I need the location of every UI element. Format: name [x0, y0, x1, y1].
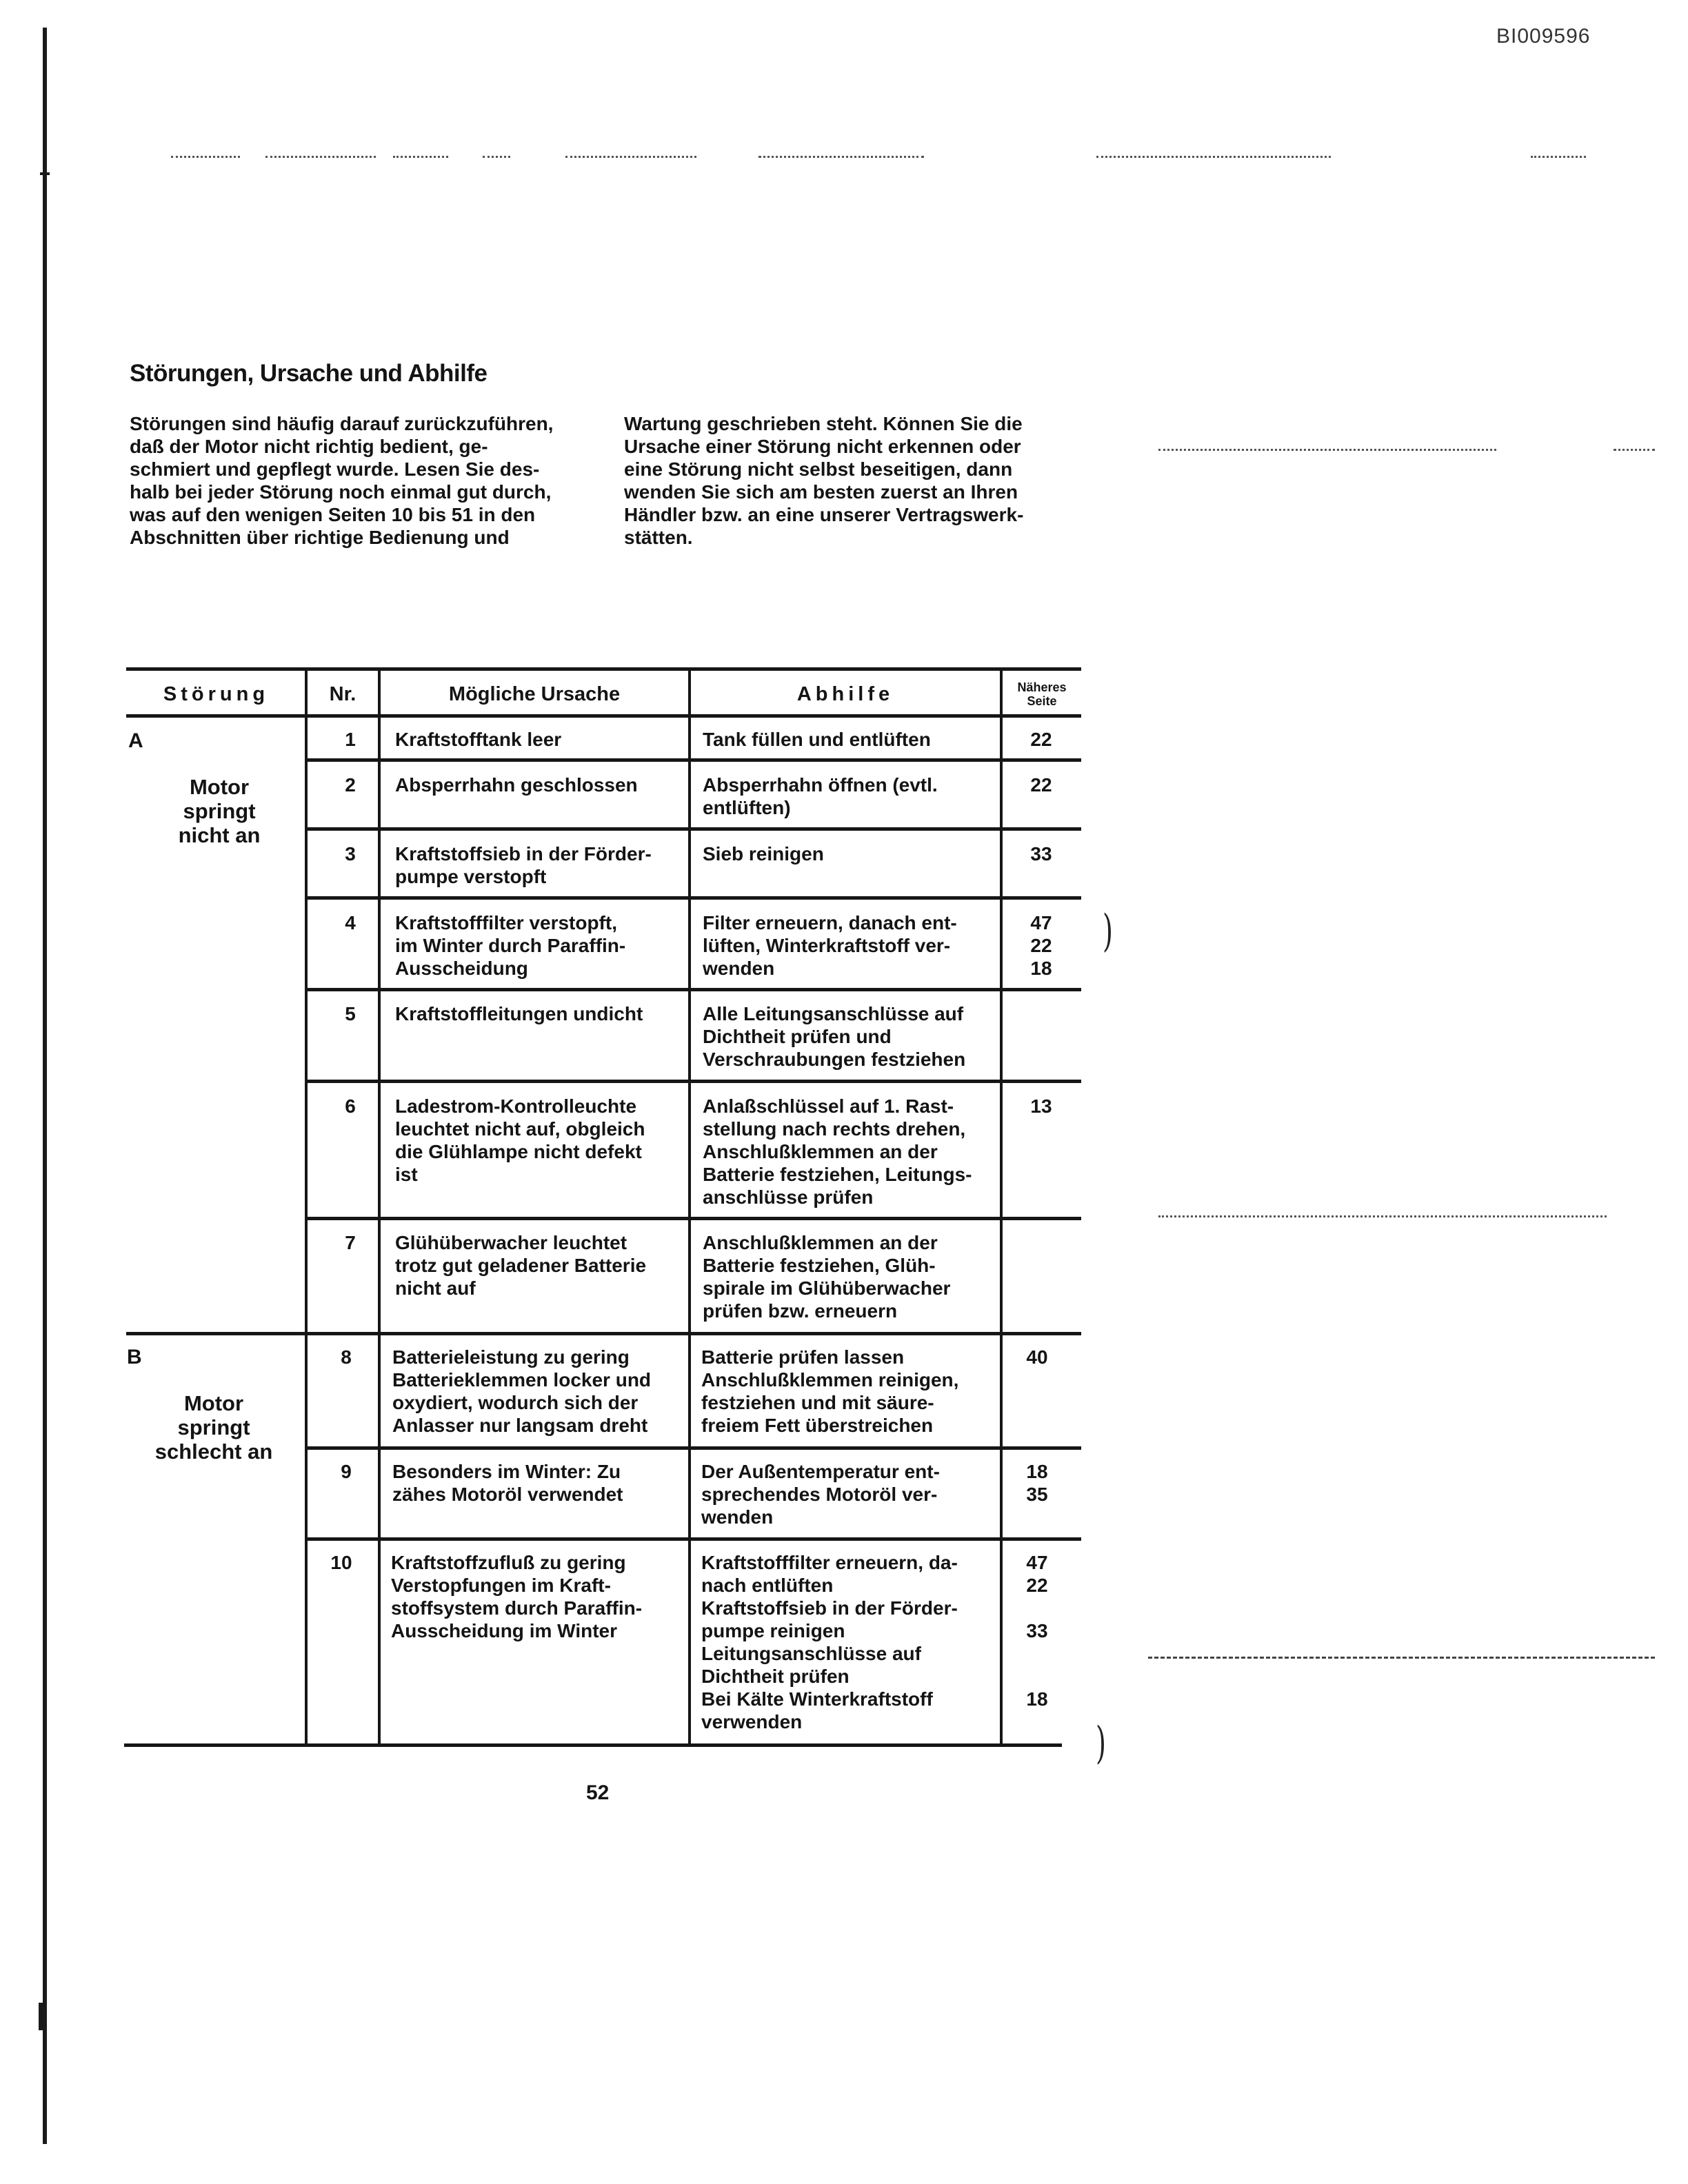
group-letter-b: B: [127, 1346, 142, 1368]
row-9-seite: 18 35: [1026, 1461, 1048, 1505]
row-rule: [306, 1080, 1081, 1083]
scan-noise: [1158, 449, 1496, 451]
row-rule: [306, 758, 1081, 762]
row-2-abhilfe: Absperrhahn öffnen (evtl. entlüften): [703, 774, 938, 818]
table-top-rule: [126, 667, 1081, 671]
row-2-ursache: Absperrhahn geschlossen: [395, 774, 638, 796]
scan-margin-tick: [39, 2003, 43, 2030]
row-3-nr: 3: [345, 843, 356, 865]
scan-noise: [1158, 1215, 1607, 1217]
scan-margin-line: [43, 28, 47, 2144]
row-2-seite: 22: [1030, 774, 1052, 796]
scan-margin-tick: [40, 172, 50, 175]
header-abhilfe: Abhilfe: [796, 682, 894, 705]
scan-noise: [171, 156, 240, 158]
row-3-ursache: Kraftstoffsieb in der Förder- pumpe verstopft: [395, 843, 652, 887]
row-7-abhilfe: Anschlußklemmen an der Batterie festziehen, Glüh- spirale im Glühüberwacher prüfen bzw. erneuern: [703, 1232, 951, 1322]
row-rule: [306, 896, 1081, 900]
row-rule: [306, 1446, 1081, 1450]
row-6-ursache: Ladestrom-Kontrolleuchte leuchtet nicht auf, obgleich die Glühlampe nicht defekt ist: [395, 1095, 645, 1185]
closing-bracket-mark: ): [1102, 906, 1113, 957]
row-9-abhilfe: Der Außentemperatur ent- sprechendes Motoröl ver- wenden: [701, 1461, 940, 1528]
row-6-abhilfe: Anlaßschlüssel auf 1. Rast- stellung nach rechts drehen, Anschlußklemmen an der Batterie festziehen, Leitungs- anschlüsse prüfen: [703, 1095, 972, 1208]
scan-noise: [265, 156, 376, 158]
row-10-abhilfe: Kraftstofffilter erneuern, da- nach entlüften Kraftstoffsieb in der Förder- pumpe reinigen Leitungsanschlüsse auf Dichtheit prüfen Bei Kälte Winterkraftstoff verwenden: [701, 1552, 958, 1732]
row-rule: [306, 827, 1081, 831]
header-ursache: Mögliche Ursache: [448, 682, 621, 705]
row-7-ursache: Glühüberwacher leuchtet trotz gut geladener Batterie nicht auf: [395, 1232, 647, 1299]
table-header-rule: [126, 714, 1081, 718]
row-7-nr: 7: [345, 1232, 356, 1253]
header-stoerung: Störung: [163, 682, 270, 705]
group-label-b: Motor springt schlecht an: [154, 1391, 273, 1464]
row-5-nr: 5: [345, 1003, 356, 1024]
section-title: Störungen, Ursache und Abhilfe: [130, 360, 488, 387]
document-id: BI009596: [1496, 25, 1591, 48]
group-rule: [126, 1332, 1081, 1335]
row-8-seite: 40: [1026, 1346, 1048, 1368]
group-label-a: Motor springt nicht an: [178, 775, 261, 847]
header-nr: Nr.: [329, 682, 356, 705]
table-bottom-rule: [124, 1743, 1062, 1747]
row-10-nr: 10: [330, 1552, 352, 1573]
row-10-ursache: Kraftstoffzufluß zu gering Verstopfungen im Kraft- stoffsystem durch Paraffin- Ausscheidung im Winter: [391, 1552, 643, 1641]
row-5-abhilfe: Alle Leitungsanschlüsse auf Dichtheit prüfen und Verschraubungen festziehen: [703, 1003, 966, 1070]
row-5-ursache: Kraftstoffleitungen undicht: [395, 1003, 643, 1024]
row-9-ursache: Besonders im Winter: Zu zähes Motoröl verwendet: [392, 1461, 623, 1505]
scan-noise: [1531, 156, 1586, 158]
intro-paragraph-left: Störungen sind häufig darauf zurückzuführen, daß der Motor nicht richtig bedient, ge- schmiert und gepflegt wurde. Lesen Sie des- halb bei jeder Störung noch einmal gut durch, was auf den wenigen Seiten 10 bis 51 in den Abschnitten über richtige Bedienung und: [130, 413, 554, 548]
row-9-nr: 9: [341, 1461, 352, 1482]
header-seite-line2: Seite: [1027, 694, 1057, 708]
scan-noise: [758, 156, 924, 158]
row-8-ursache: Batterieleistung zu gering Batterieklemmen locker und oxydiert, wodurch sich der Anlasser nur langsam dreht: [392, 1346, 652, 1436]
intro-paragraph-right: Wartung geschrieben steht. Können Sie die Ursache einer Störung nicht erkennen oder eine Störung nicht selbst beseitigen, dann wenden Sie sich am besten zuerst an Ihren Händler bzw. an eine unserer Vertragswerk- stätten.: [624, 413, 1024, 548]
page-number: 52: [586, 1781, 610, 1804]
row-3-abhilfe: Sieb reinigen: [703, 843, 824, 865]
scan-noise: [393, 156, 448, 158]
scan-noise: [1614, 449, 1655, 451]
row-4-seite: 47 22 18: [1030, 912, 1052, 979]
group-letter-a: A: [128, 729, 143, 752]
row-3-seite: 33: [1030, 843, 1052, 865]
row-2-nr: 2: [345, 774, 356, 796]
row-rule: [306, 988, 1081, 991]
row-6-seite: 13: [1030, 1095, 1052, 1117]
header-seite-line1: Näheres: [1017, 680, 1067, 694]
scan-noise: [483, 156, 510, 158]
row-1-abhilfe: Tank füllen und entlüften: [703, 729, 931, 750]
row-1-ursache: Kraftstofftank leer: [395, 729, 562, 750]
header-seite: [1003, 674, 1081, 714]
row-10-seite: 47 22 33 18: [1026, 1552, 1048, 1710]
row-6-nr: 6: [345, 1095, 356, 1117]
row-1-nr: 1: [345, 729, 356, 750]
row-4-nr: 4: [345, 912, 356, 933]
row-rule: [306, 1537, 1081, 1541]
scan-noise: [1148, 1657, 1655, 1659]
row-rule: [306, 1217, 1081, 1220]
row-8-nr: 8: [341, 1346, 352, 1368]
row-1-seite: 22: [1030, 729, 1052, 750]
closing-bracket-mark: ): [1095, 1718, 1106, 1769]
row-4-ursache: Kraftstofffilter verstopft, im Winter durch Paraffin- Ausscheidung: [395, 912, 626, 979]
scan-noise: [1096, 156, 1331, 158]
row-4-abhilfe: Filter erneuern, danach ent- lüften, Winterkraftstoff ver- wenden: [703, 912, 957, 979]
row-8-abhilfe: Batterie prüfen lassen Anschlußklemmen reinigen, festziehen und mit säure- freiem Fett überstreichen: [701, 1346, 959, 1436]
scan-noise: [565, 156, 696, 158]
